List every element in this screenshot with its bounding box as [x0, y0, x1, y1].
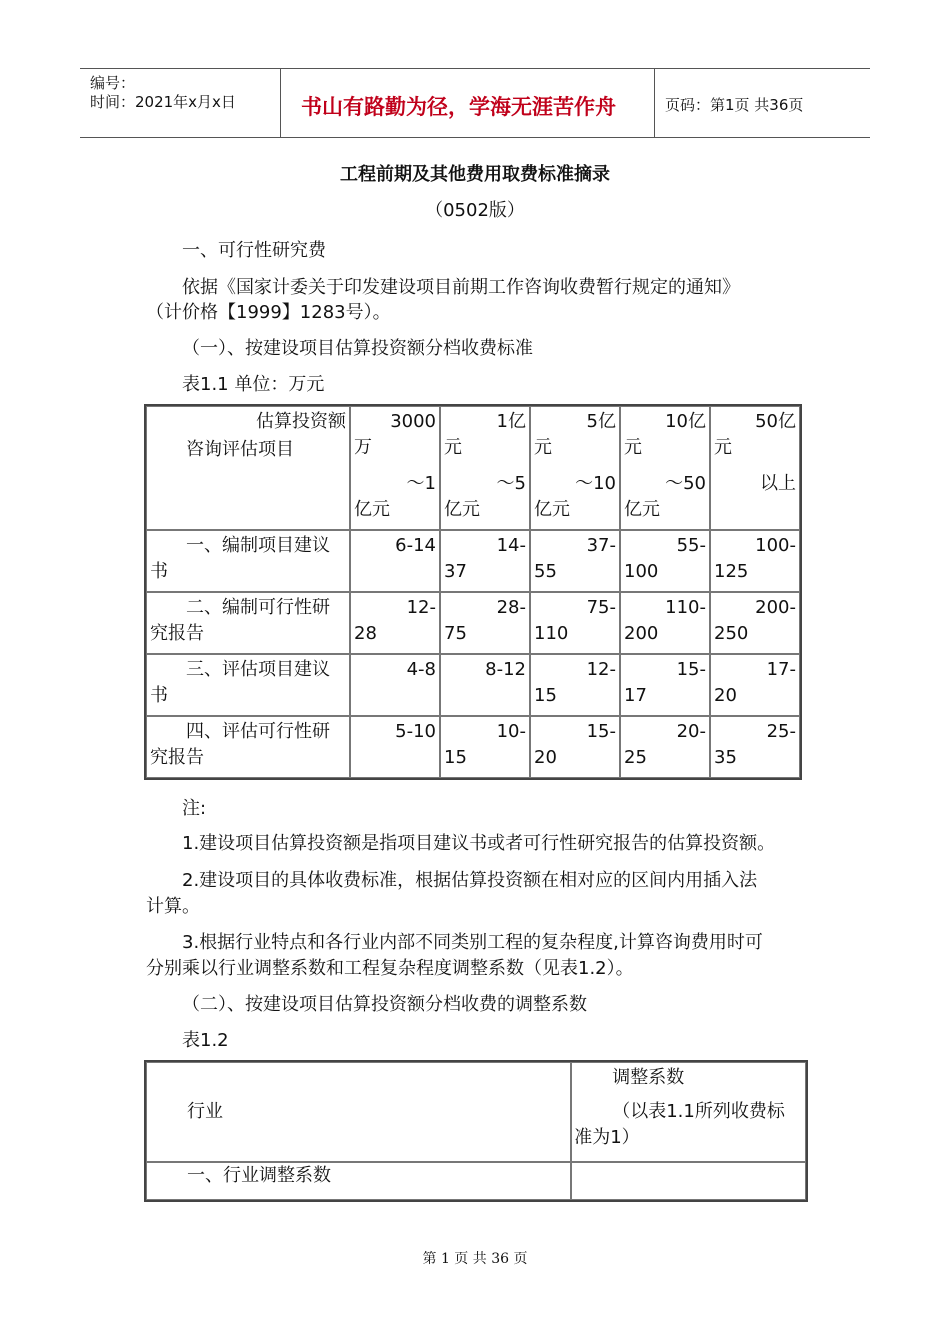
subsection-heading-1: （一）、按建设项目估算投资额分档收费标准: [182, 338, 533, 359]
cell-line: 8-12: [485, 659, 526, 680]
table1-caption: 表1.1 单位：万元: [182, 374, 325, 395]
cell-line: 250: [714, 623, 749, 644]
adjustment-coefficient-table: [144, 1060, 808, 1202]
cell-line: 125: [714, 561, 749, 582]
cell-line: 17: [624, 685, 647, 706]
cell-line: 15: [534, 685, 557, 706]
cell-line: 15-: [676, 659, 706, 680]
coefficient-header-line: 调整系数: [612, 1067, 685, 1088]
cell-line: 37-: [586, 535, 616, 556]
cell-line: 20: [534, 747, 557, 768]
cell-line: 10-: [496, 721, 526, 742]
cell-line: 55: [534, 561, 557, 582]
table-row: [146, 1162, 806, 1200]
table-cell: [530, 592, 620, 654]
table-cell: [350, 530, 440, 592]
notes-label: 注:: [182, 798, 207, 819]
cell-line: 100-: [755, 535, 796, 556]
table-cell: [620, 592, 710, 654]
table-cell: [710, 654, 800, 716]
cell-line: 20-: [676, 721, 706, 742]
table-cell: [530, 530, 620, 592]
column-header-line: 亿元: [534, 499, 570, 520]
column-header: [350, 406, 440, 530]
column-header-line: ～5: [496, 473, 526, 494]
column-header: [710, 406, 800, 530]
header-page-cell: [655, 69, 870, 137]
cell-line: 28-: [496, 597, 526, 618]
table-cell: [620, 716, 710, 778]
coefficient-header-line: 准为1）: [574, 1127, 640, 1148]
column-header-line: 亿元: [624, 499, 660, 520]
code-label: 编号：: [90, 74, 136, 92]
cell-line: 55-: [676, 535, 706, 556]
coefficient-header: [571, 1062, 806, 1162]
column-header-line: ～10: [575, 473, 616, 494]
table-row: [146, 530, 800, 592]
table-cell: [350, 592, 440, 654]
note-1: 1.建设项目估算投资额是指项目建议书或者可行性研究报告的估算投资额。: [182, 833, 776, 854]
row-label-line: 书: [150, 561, 168, 582]
note-3-line-1: 3.根据行业特点和各行业内部不同类别工程的复杂程度,计算咨询费用时可: [182, 932, 763, 953]
row-label: [146, 530, 350, 592]
row-label: 一、行业调整系数: [146, 1162, 571, 1200]
row-label: [146, 592, 350, 654]
document-title: 工程前期及其他费用取费标准摘录: [340, 164, 610, 185]
cell-line: 110: [534, 623, 569, 644]
column-header-line: 元: [714, 437, 732, 458]
table-cell: [710, 716, 800, 778]
motto-text: 书山有路勤为径，学海无涯苦作舟: [301, 95, 616, 119]
cell-line: 25: [624, 747, 647, 768]
table-cell: [530, 654, 620, 716]
column-header-line: 50亿: [755, 411, 796, 432]
column-header-line: 元: [444, 437, 462, 458]
column-header-line: 3000: [390, 411, 436, 432]
header-meta-cell: [80, 69, 281, 137]
row-label: [146, 654, 350, 716]
column-header-line: 1亿: [496, 411, 526, 432]
cell-line: 35: [714, 747, 737, 768]
section-heading: 一、可行性研究费: [182, 240, 326, 261]
table2-caption: 表1.2: [182, 1030, 229, 1051]
table-cell: [440, 716, 530, 778]
cell-line: 12-: [406, 597, 436, 618]
table-cell: [710, 592, 800, 654]
page-info: 页码：第1页 共36页: [665, 96, 804, 114]
subsection-heading-2: （二）、按建设项目估算投资额分档收费的调整系数: [182, 994, 587, 1015]
row-label-line: 四、评估可行性研: [186, 721, 330, 742]
row-label-line: 三、评估项目建议: [186, 659, 330, 680]
cell-line: 17-: [766, 659, 796, 680]
table-cell: [440, 654, 530, 716]
column-header-line: 以上: [760, 473, 796, 494]
table-cell: [620, 530, 710, 592]
table-cell: [350, 716, 440, 778]
cell-line: 14-: [496, 535, 526, 556]
header-motto-cell: [281, 69, 655, 137]
column-header-line: 元: [534, 437, 552, 458]
table-row: [146, 716, 800, 778]
cell-line: 15: [444, 747, 467, 768]
fee-standard-table: [144, 404, 802, 780]
page-footer: 第 1 页 共 36 页: [422, 1251, 528, 1267]
header-label-top: 估算投资额: [256, 411, 346, 432]
column-header-line: 元: [624, 437, 642, 458]
header-label-bottom: 咨询评估项目: [186, 439, 294, 460]
basis-line-1: 依据《国家计委关于印发建设项目前期工作咨询收费暂行规定的通知》: [182, 277, 740, 298]
cell-line: 110-: [665, 597, 706, 618]
table-cell: [350, 654, 440, 716]
column-header-line: ～1: [406, 473, 436, 494]
column-header: [440, 406, 530, 530]
cell-line: 25-: [766, 721, 796, 742]
note-3-line-2: 分别乘以行业调整系数和工程复杂程度调整系数（见表1.2）。: [146, 958, 634, 979]
column-header: [530, 406, 620, 530]
column-header-line: 亿元: [354, 499, 390, 520]
corner-header-cell: [146, 406, 350, 530]
cell-line: 20: [714, 685, 737, 706]
cell-line: 75-: [586, 597, 616, 618]
row-label-line: 究报告: [150, 623, 204, 644]
column-header-line: 亿元: [444, 499, 480, 520]
table-cell: [710, 530, 800, 592]
table-header-row: [146, 1062, 806, 1162]
row-label-line: 究报告: [150, 747, 204, 768]
column-header-line: ～50: [665, 473, 706, 494]
row-label-line: 二、编制可行性研: [186, 597, 330, 618]
table-row: [146, 654, 800, 716]
cell-line: 15-: [586, 721, 616, 742]
cell-line: 37: [444, 561, 467, 582]
cell-line: 75: [444, 623, 467, 644]
cell-line: 12-: [586, 659, 616, 680]
column-header-line: 万: [354, 437, 372, 458]
row-label: [146, 716, 350, 778]
table-header-row: [146, 406, 800, 530]
column-header-line: 10亿: [665, 411, 706, 432]
cell-line: 28: [354, 623, 377, 644]
document-version: （0502版）: [425, 200, 525, 221]
column-header: [620, 406, 710, 530]
time-label: 时间：2021年x月x日: [90, 93, 236, 111]
cell-line: 200: [624, 623, 659, 644]
table-cell: [440, 592, 530, 654]
table-row: [146, 592, 800, 654]
cell-line: 200-: [755, 597, 796, 618]
cell-line: 100: [624, 561, 659, 582]
cell-line: 4-8: [406, 659, 436, 680]
row-label-line: 书: [150, 685, 168, 706]
cell-line: 6-14: [395, 535, 436, 556]
table-cell: [571, 1162, 806, 1200]
cell-line: 5-10: [395, 721, 436, 742]
table-cell: [440, 530, 530, 592]
industry-header: 行业: [146, 1062, 571, 1162]
note-2-line-1: 2.建设项目的具体收费标准，根据估算投资额在相对应的区间内用插入法: [182, 870, 758, 891]
page-header: [80, 68, 870, 138]
basis-line-2: （计价格【1999】1283号）。: [146, 302, 391, 323]
table-cell: [530, 716, 620, 778]
column-header-line: 5亿: [586, 411, 616, 432]
note-2-line-2: 计算。: [146, 896, 200, 917]
row-label-line: 一、编制项目建议: [186, 535, 330, 556]
coefficient-header-line: （以表1.1所列收费标: [612, 1101, 785, 1122]
table-cell: [620, 654, 710, 716]
